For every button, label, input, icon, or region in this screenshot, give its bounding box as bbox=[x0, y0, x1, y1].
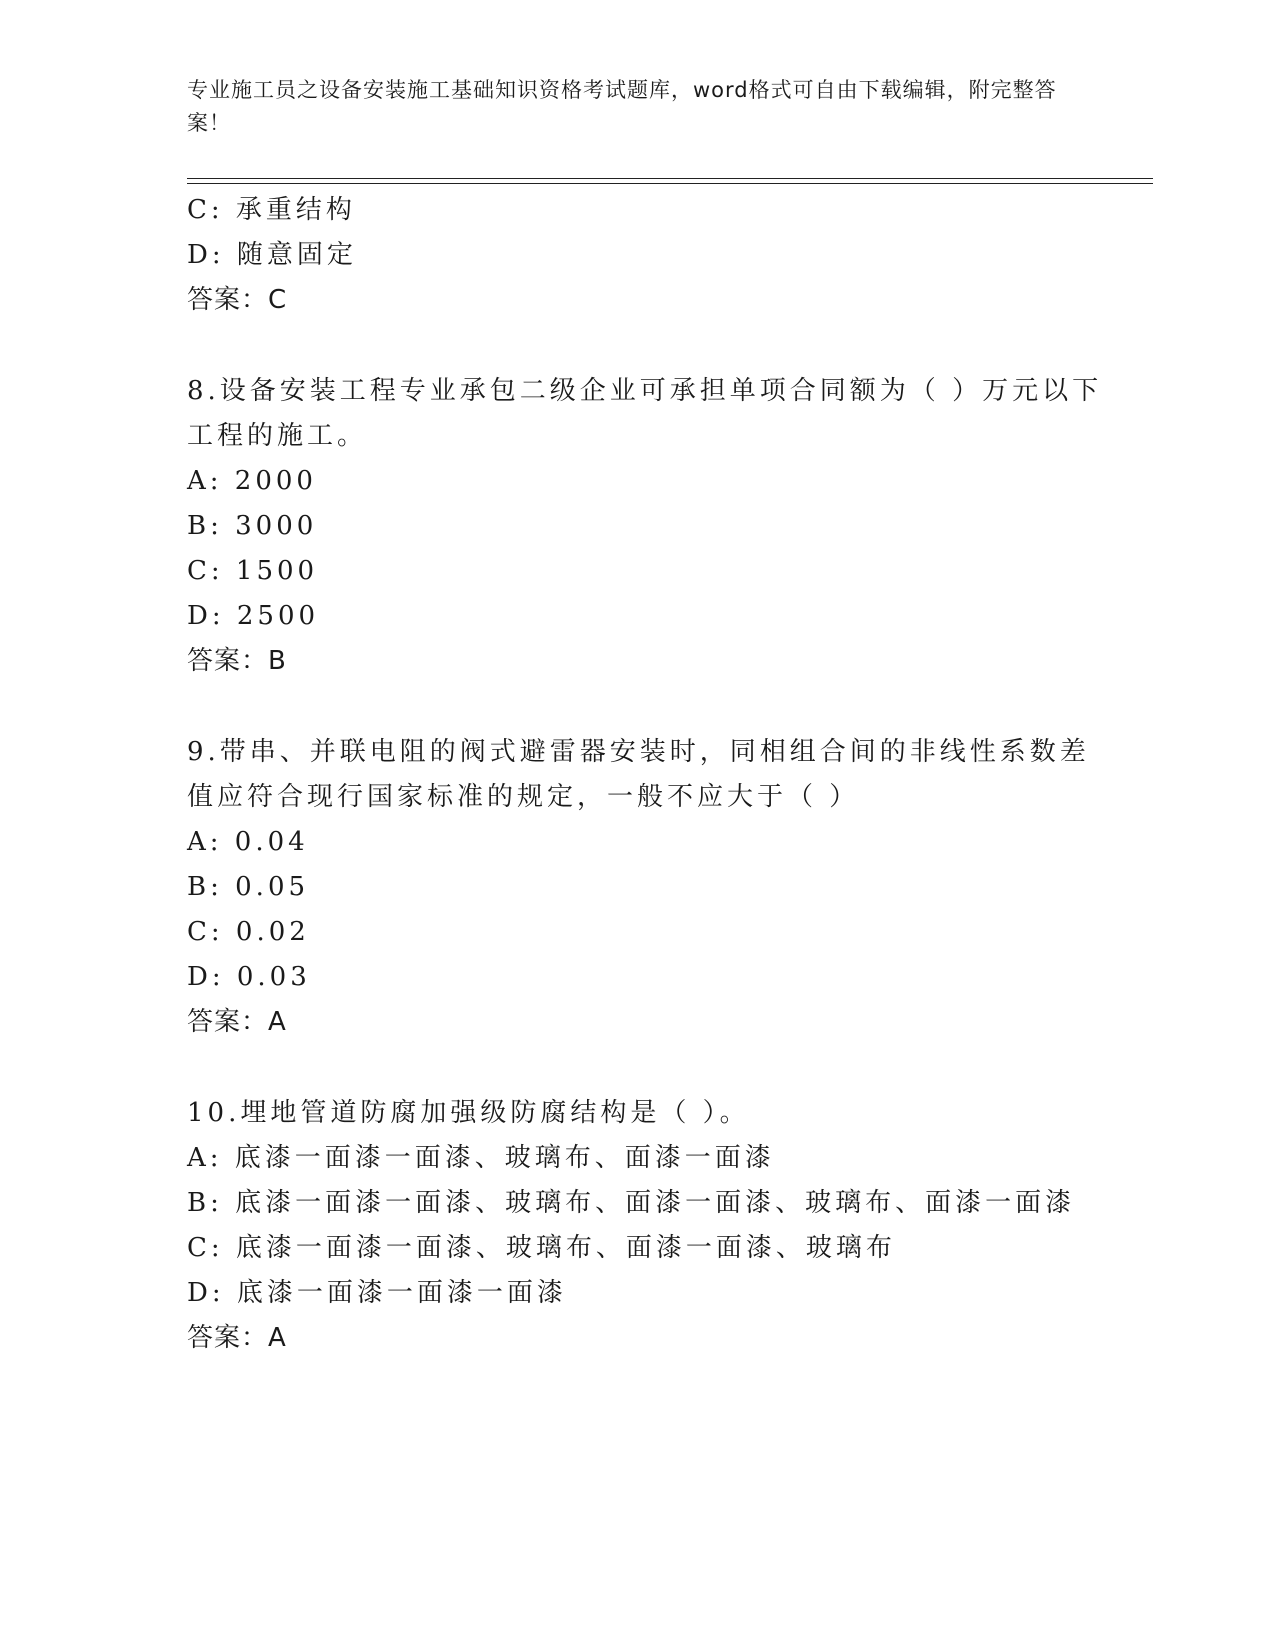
answer-line: 答案：B bbox=[187, 646, 287, 676]
option-line: D: 2500 bbox=[187, 601, 320, 631]
answer-line: 答案：A bbox=[187, 1007, 287, 1037]
option-line: B: 底漆一面漆一面漆、玻璃布、面漆一面漆、玻璃布、面漆一面漆 bbox=[187, 1188, 1076, 1218]
option-line: D: 0.03 bbox=[187, 962, 311, 992]
answer-line: 答案：A bbox=[187, 1323, 287, 1353]
option-line: C: 底漆一面漆一面漆、玻璃布、面漆一面漆、玻璃布 bbox=[187, 1233, 896, 1263]
document-header: 专业施工员之设备安装施工基础知识资格考试题库，word格式可自由下载编辑，附完整答案！ bbox=[187, 78, 1057, 135]
question-stem: 工程的施工。 bbox=[187, 421, 368, 451]
option-line: C: 0.02 bbox=[187, 917, 310, 947]
option-line: B: 3000 bbox=[187, 511, 318, 541]
header-rule-bottom bbox=[187, 183, 1153, 184]
question-stem: 10.埋地管道防腐加强级防腐结构是（ ）。 bbox=[187, 1098, 750, 1128]
option-line: D: 底漆一面漆一面漆一面漆 bbox=[187, 1278, 567, 1308]
option-line: C: 承重结构 bbox=[187, 195, 356, 225]
question-stem: 8.设备安装工程专业承包二级企业可承担单项合同额为（ ）万元以下 bbox=[187, 376, 1103, 406]
option-line: A: 2000 bbox=[187, 466, 317, 496]
option-line: A: 0.04 bbox=[187, 827, 309, 857]
question-stem: 9.带串、并联电阻的阀式避雷器安装时，同相组合间的非线性系数差 bbox=[187, 737, 1090, 767]
option-line: D: 随意固定 bbox=[187, 240, 357, 270]
option-line: C: 1500 bbox=[187, 556, 319, 586]
header-rule-top bbox=[187, 178, 1153, 179]
answer-line: 答案：C bbox=[187, 285, 288, 315]
question-stem: 值应符合现行国家标准的规定，一般不应大于（ ） bbox=[187, 782, 860, 812]
option-line: B: 0.05 bbox=[187, 872, 310, 902]
option-line: A: 底漆一面漆一面漆、玻璃布、面漆一面漆 bbox=[187, 1143, 775, 1173]
